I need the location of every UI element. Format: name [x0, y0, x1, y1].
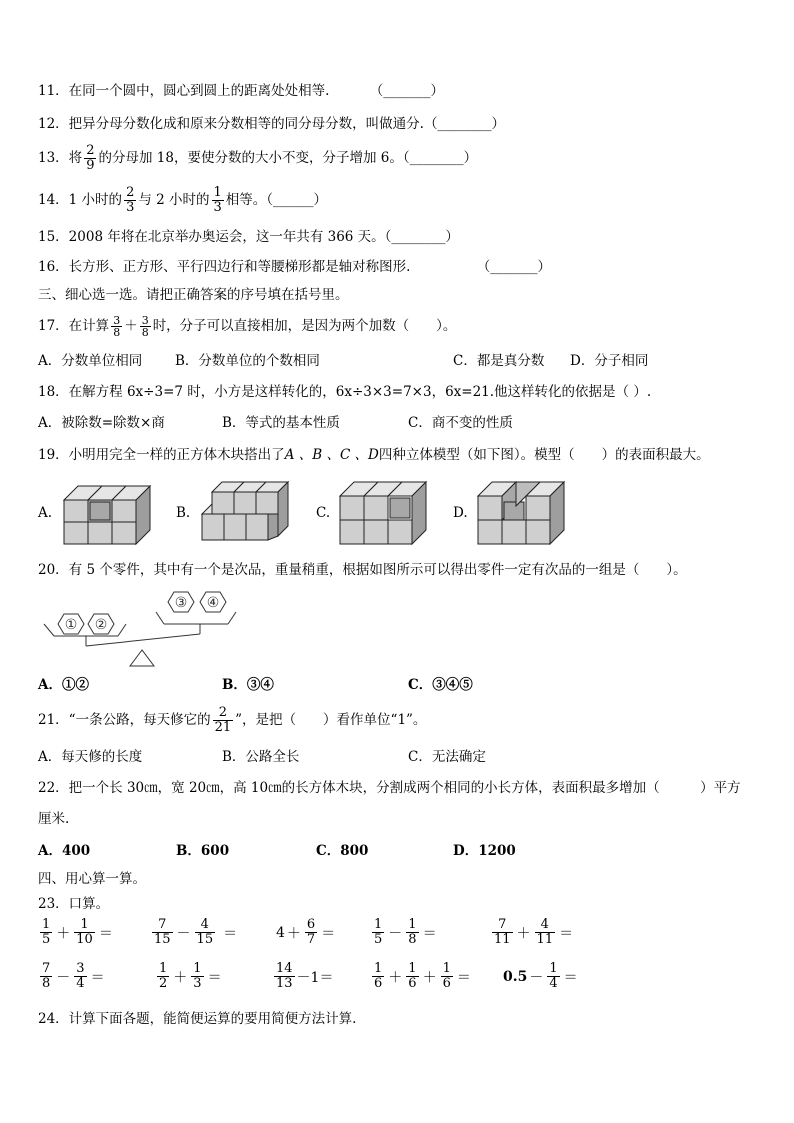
option-d[interactable]: D. — [453, 505, 468, 521]
question-14-mid: 与 2 小时的 — [138, 192, 210, 208]
mental-calc-item — [490, 918, 575, 947]
section-3-heading — [38, 286, 349, 304]
question-14 — [38, 183, 327, 217]
fraction — [40, 962, 52, 991]
question-11-text: 11．在同一个圆中，圆心到圆上的距离处处相等. — [38, 83, 330, 99]
question-19-post: 四种立体模型（如下图）。模型（ ）的表面积最大。 — [378, 447, 710, 463]
section-4-heading — [38, 870, 146, 888]
question-21-pre: 21．“一条公路，每天修它的 — [38, 712, 211, 728]
fraction — [191, 962, 203, 991]
numerator: 1 — [374, 961, 383, 976]
option-c[interactable]: C. — [316, 505, 331, 521]
numerator: 1 — [408, 961, 417, 976]
fraction — [124, 186, 136, 215]
numerator: 7 — [42, 961, 51, 976]
question-17-post: 时，分子可以直接相加，是因为两个加数（ ）。 — [152, 318, 457, 334]
operator: ＋ — [173, 969, 188, 986]
mental-calc-item — [38, 918, 115, 947]
denominator: 3 — [193, 976, 202, 991]
equals-sign: ＝ — [321, 925, 336, 942]
equals-sign: ＝ — [207, 969, 222, 986]
cube-model-d — [476, 478, 568, 548]
denominator: 9 — [86, 157, 95, 173]
mental-calc-item — [503, 962, 580, 991]
option-a[interactable]: A．每天修的长度 — [38, 749, 143, 765]
mental-calc-item — [370, 918, 439, 947]
question-13-post: 的分母加 18，要使分数的大小不变，分子增加 6。（________） — [98, 150, 478, 166]
equals-sign: ＝ — [98, 925, 113, 942]
fraction — [74, 918, 95, 947]
numerator: 3 — [76, 961, 85, 976]
numerator: 7 — [498, 917, 507, 932]
option-a[interactable]: A. — [38, 505, 53, 521]
question-20-text: 20．有 5 个零件，其中有一个是次品，重量稍重，根据如图所示可以得出零件一定有次品的一组是（ ）。 — [38, 562, 687, 578]
numerator: 2 — [86, 142, 95, 158]
fraction — [212, 186, 224, 215]
fraction — [111, 315, 122, 338]
option-b[interactable]: B．公路全长 — [222, 749, 300, 765]
part-1-label: ① — [64, 617, 78, 633]
option-b[interactable]: B. — [176, 505, 191, 521]
part-4-label: ④ — [206, 595, 220, 611]
numerator: 1 — [374, 917, 383, 932]
operator: － — [176, 925, 191, 942]
fraction — [274, 962, 295, 991]
numerator: 6 — [306, 917, 316, 932]
question-18-text: 18．在解方程 6x÷3=7 时，小方是这样转化的，6x÷3×3=7×3，6x=21.他这样转化的依据是（ ）. — [38, 384, 652, 400]
denominator: 11 — [494, 932, 511, 947]
fraction — [535, 918, 556, 947]
question-22-line2: 厘米. — [38, 811, 70, 827]
denominator: 8 — [408, 932, 417, 947]
fraction — [441, 962, 453, 991]
option-c[interactable]: C．都是真分数 — [453, 353, 545, 369]
option-b[interactable]: B．600 — [176, 843, 230, 859]
equals-sign: ＝ — [223, 925, 238, 942]
question-15 — [38, 228, 459, 246]
question-24 — [38, 1010, 356, 1028]
operator: ＋ — [422, 969, 437, 986]
part-2-label: ② — [94, 617, 108, 633]
cube-model-a — [62, 478, 154, 548]
question-20 — [38, 561, 687, 579]
question-14-pre: 14．1 小时的 — [38, 192, 123, 208]
fraction — [74, 962, 86, 991]
fraction — [547, 962, 559, 991]
operator: ＋ — [286, 925, 301, 942]
option-a[interactable]: A．分数单位相同 — [38, 353, 143, 369]
numerator: 3 — [141, 313, 149, 327]
numerator: 1 — [80, 917, 89, 932]
model-letters: A 、B 、C 、D — [284, 447, 379, 463]
option-a[interactable]: A．①② — [38, 677, 89, 693]
option-d[interactable]: D．1200 — [453, 843, 516, 859]
question-17-pre: 17．在计算 — [38, 318, 110, 334]
denominator: 15 — [196, 932, 214, 947]
question-16 — [38, 258, 551, 276]
fraction — [213, 706, 234, 735]
operator: － — [529, 969, 544, 986]
numerator: 1 — [159, 961, 168, 976]
denominator: 8 — [113, 325, 121, 339]
numerator: 3 — [113, 313, 121, 327]
question-12-text: 12．把异分母分数化成和原来分数相等的同分母分数，叫做通分.（________） — [38, 116, 505, 132]
fraction — [140, 315, 151, 338]
question-23 — [38, 895, 109, 913]
numerator: 1 — [213, 184, 222, 200]
operator: ＋ — [56, 925, 71, 942]
question-19 — [38, 446, 710, 464]
numerator: 14 — [276, 961, 293, 976]
option-c[interactable]: C．无法确定 — [408, 749, 486, 765]
numerator: 4 — [540, 917, 549, 932]
answer-blank: （_______） — [476, 259, 552, 275]
mental-calc-item — [150, 918, 239, 947]
fraction — [84, 144, 96, 173]
denominator: 13 — [276, 976, 293, 991]
operator: － — [388, 925, 403, 942]
mental-calc-item — [272, 962, 333, 991]
question-11 — [38, 82, 444, 100]
numerator: 2 — [218, 704, 227, 720]
mental-calc-item — [370, 962, 473, 991]
question-23-text: 23．口算。 — [38, 896, 110, 912]
equals-sign: ＝ — [90, 969, 105, 986]
section-4-text: 四、用心算一算。 — [38, 871, 146, 887]
option-b[interactable]: B．分数单位的个数相同 — [175, 353, 320, 369]
section-3-text: 三、细心选一选。请把正确答案的序号填在括号里。 — [38, 287, 349, 303]
denominator: 11 — [536, 932, 554, 947]
numerator: 1 — [549, 961, 558, 976]
question-22-line1: 22．把一个长 30㎝，宽 20㎝，高 10㎝的长方体木块，分割成两个相同的小长方体，表面积最多增加（ ）平方 — [38, 780, 741, 796]
numerator: 1 — [193, 961, 202, 976]
denominator: 4 — [549, 976, 558, 991]
option-a[interactable]: A．被除数=除数×商 — [38, 415, 165, 431]
question-13 — [38, 142, 477, 174]
fraction — [195, 918, 216, 947]
option-d[interactable]: D．分子相同 — [570, 353, 649, 369]
question-15-text: 15．2008 年将在北京举办奥运会，这一年共有 366 天。（________） — [38, 229, 459, 245]
denominator: 2 — [159, 976, 168, 991]
operator: － — [56, 969, 71, 986]
fraction — [372, 962, 384, 991]
numerator: 2 — [126, 184, 135, 200]
equals-sign: ＝ — [456, 969, 471, 986]
question-22 — [38, 779, 741, 797]
balance-scale — [42, 588, 242, 668]
numerator: 4 — [200, 917, 209, 932]
fraction — [406, 962, 418, 991]
fraction — [152, 918, 173, 947]
option-b[interactable]: B．等式的基本性质 — [222, 415, 340, 431]
numerator: 1 — [408, 917, 417, 932]
fraction — [157, 962, 169, 991]
equals-sign: ＝ — [559, 925, 574, 942]
question-12 — [38, 115, 505, 133]
question-22-cont — [38, 810, 69, 828]
option-a[interactable]: A．400 — [38, 843, 91, 859]
mental-calc-item — [38, 962, 107, 991]
denominator: 5 — [374, 932, 383, 947]
denominator: 8 — [42, 976, 51, 991]
question-13-pre: 13．将 — [38, 150, 83, 166]
operator: ＋ — [516, 925, 531, 942]
question-19-pre: 19．小明用完全一样的正方体木块搭出了 — [38, 447, 285, 463]
denominator: 4 — [76, 976, 85, 991]
plus-sign: ＋ — [124, 318, 138, 334]
question-24-text: 24．计算下面各题，能简便运算的要用简便方法计算. — [38, 1011, 357, 1027]
denominator: 6 — [442, 976, 451, 991]
denominator: 3 — [213, 199, 222, 215]
cube-model-c — [338, 478, 432, 548]
operator: ＋ — [388, 969, 403, 986]
denominator: 21 — [214, 719, 232, 735]
fraction — [305, 918, 317, 947]
equals-sign: ＝ — [422, 925, 437, 942]
question-16-text: 16．长方形、正方形、平行四边行和等腰梯形都是轴对称图形. — [38, 259, 411, 275]
question-14-post: 相等。（______） — [225, 192, 328, 208]
fraction — [406, 918, 418, 947]
option-c[interactable]: C．③④⑤ — [408, 677, 473, 693]
denominator: 6 — [408, 976, 417, 991]
question-17 — [38, 310, 456, 342]
answer-blank: （_______） — [369, 83, 445, 99]
mental-calc-item — [155, 962, 224, 991]
part-3-label: ③ — [174, 595, 188, 611]
question-21 — [38, 703, 426, 737]
fraction — [492, 918, 513, 947]
fraction — [40, 918, 52, 947]
option-b[interactable]: B．③④ — [222, 677, 274, 693]
question-18 — [38, 383, 651, 401]
numerator: 1 — [42, 917, 51, 932]
question-21-post: ”，是把（ ）看作单位“1”。 — [235, 712, 427, 728]
equals-sign: ＝ — [563, 969, 578, 986]
fraction — [372, 918, 384, 947]
denominator: 3 — [126, 199, 135, 215]
cube-model-b — [200, 478, 292, 548]
numerator: 7 — [158, 917, 167, 932]
denominator: 6 — [374, 976, 383, 991]
numerator: 1 — [442, 961, 451, 976]
denominator: 5 — [42, 932, 51, 947]
decimal-number: 0.5 — [503, 968, 528, 985]
denominator: 8 — [141, 325, 149, 339]
whole-number: 4 — [276, 924, 285, 941]
option-c[interactable]: C．商不变的性质 — [408, 415, 513, 431]
expression-tail: －1＝ — [296, 969, 334, 986]
denominator: 10 — [76, 932, 93, 947]
denominator: 7 — [306, 932, 316, 947]
denominator: 15 — [154, 932, 171, 947]
option-c[interactable]: C．800 — [316, 843, 369, 859]
mental-calc-item — [276, 918, 337, 947]
